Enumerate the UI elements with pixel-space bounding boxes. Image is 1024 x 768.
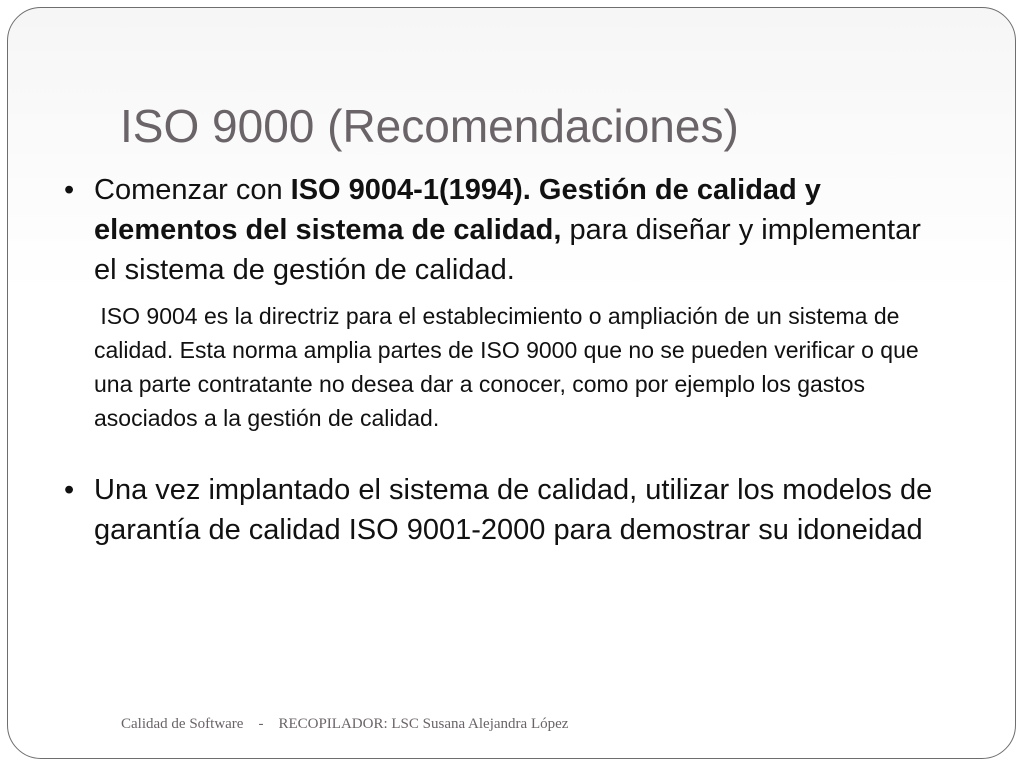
bullet-marker: • <box>64 174 75 206</box>
bullet-text <box>94 170 944 290</box>
slide-title: ISO 9000 (Recomendaciones) <box>120 100 739 152</box>
bullet-text-emphasis: ISO 9004-1(1994). Gestión de calidad y elementos del sistema de calidad, <box>94 174 821 246</box>
slide-footer: Calidad de Software - RECOPILADOR: LSC Susana Alejandra López <box>121 716 569 732</box>
bullet-item-2 <box>64 470 944 550</box>
bullet-marker: • <box>64 474 75 506</box>
bullet-item-1 <box>64 170 944 290</box>
slide-frame <box>7 7 1016 759</box>
bullet-text-lead: Comenzar con <box>94 174 291 206</box>
sub-paragraph: ISO 9004 es la directriz para el establecimiento o ampliación de un sistema de calidad. Esta norma amplia partes de ISO 9000 que no se pueden verificar o que una parte contratante no desea dar a conocer, como por ejemplo los gastos asociados a la gestión de calidad. <box>94 303 919 431</box>
bullet-text: Una vez implantado el sistema de calidad, utilizar los modelos de garantía de calidad ISO 9001-2000 para demostrar su idoneidad <box>94 474 933 546</box>
bullet-text-tail: para diseñar y implementar el sistema de gestión de calidad. <box>94 214 921 286</box>
